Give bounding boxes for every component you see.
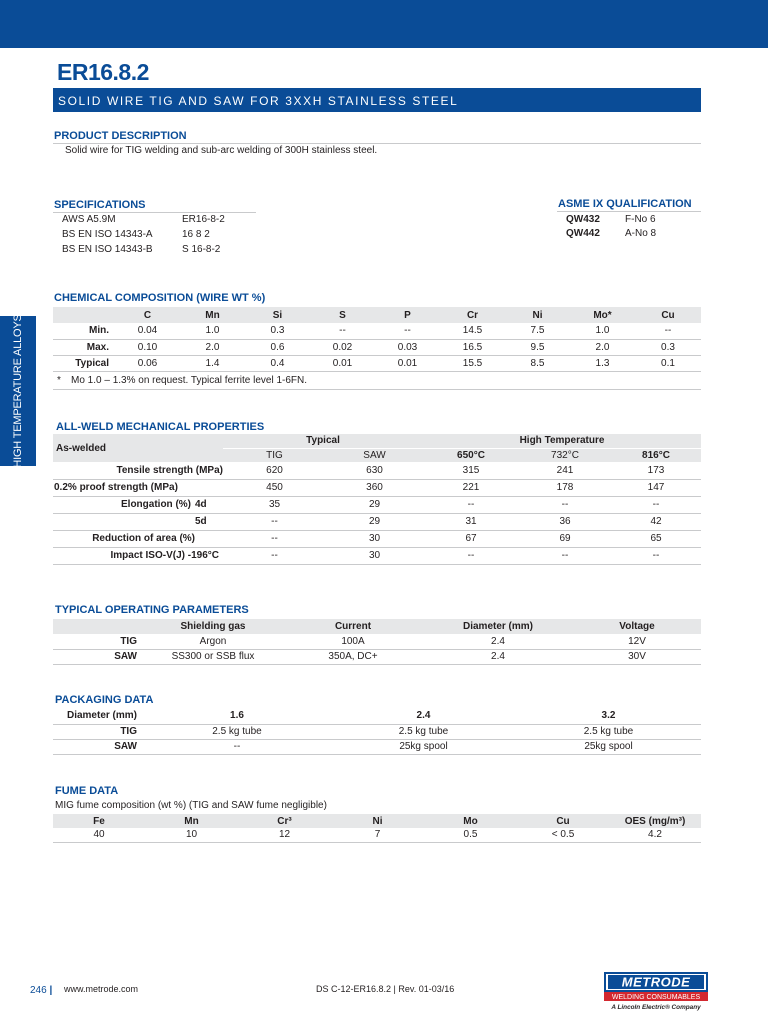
- cell: 0.02: [332, 341, 353, 353]
- mech-col-header: SAW: [326, 448, 423, 462]
- cell: 16.5: [462, 341, 483, 353]
- spec-value: S 16-8-2: [182, 244, 221, 255]
- cell: 30V: [628, 651, 646, 662]
- op-col-header: Diameter (mm): [423, 619, 573, 634]
- chem-footnote-mark: *: [57, 375, 61, 386]
- product-subtitle-bar: [53, 88, 701, 112]
- cell: 8.5: [530, 357, 545, 369]
- fume-heading: FUME DATA: [55, 785, 119, 797]
- cell: 0.01: [397, 357, 418, 369]
- cell: 315: [462, 464, 480, 476]
- cell: 0.10: [137, 341, 158, 353]
- asme-rule: [557, 211, 701, 212]
- table-row: [53, 462, 701, 479]
- chem-col-header: Mo*: [570, 307, 635, 323]
- cell: --: [652, 550, 660, 561]
- pack-col-header: 3.2: [601, 710, 616, 722]
- op-col-header: [53, 619, 143, 634]
- cell: 221: [462, 482, 480, 493]
- pack-col-header: 1.6: [230, 710, 244, 722]
- op-col-header: Voltage: [573, 619, 701, 634]
- mech-heading: ALL-WELD MECHANICAL PROPERTIES: [56, 421, 265, 433]
- table-row: [53, 530, 701, 547]
- chem-col-header: Ni: [505, 307, 570, 323]
- table-row: [53, 355, 701, 371]
- chem-footnote: Mo 1.0 – 1.3% on request. Typical ferrite level 1-6FN.: [71, 375, 308, 386]
- cell: 178: [556, 482, 574, 493]
- row-label: TIG: [120, 726, 137, 737]
- cell: 0.5: [463, 829, 478, 841]
- cell: 2.0: [205, 341, 220, 353]
- cell: --: [233, 741, 241, 752]
- fume-col-header: Mn: [145, 814, 238, 828]
- cell: 69: [559, 533, 571, 544]
- mech-table: [53, 434, 701, 565]
- mech-col-header: 732°C: [519, 448, 611, 462]
- cell: 25kg spool: [584, 741, 633, 752]
- chem-footnote-rule: [53, 389, 701, 390]
- op-col-header: Current: [283, 619, 423, 634]
- table-row: [53, 724, 701, 739]
- cell: 35: [268, 499, 281, 510]
- cell: --: [652, 499, 660, 510]
- cell: 0.6: [270, 341, 285, 353]
- cell: 36: [559, 516, 571, 527]
- table-row: [53, 513, 701, 530]
- cell: --: [339, 325, 346, 337]
- asme-value: F-No 6: [625, 214, 656, 225]
- cell: 2.5 kg tube: [398, 726, 449, 737]
- specifications-rule: [53, 212, 256, 213]
- fume-col-header: Cr³: [238, 814, 331, 828]
- fume-col-header: Cu: [517, 814, 609, 828]
- cell: 620: [266, 464, 283, 476]
- high-temp-group-header: High Temperature: [423, 434, 701, 448]
- side-tab-label: HIGH TEMPERATURE ALLOYS: [12, 314, 24, 468]
- cell: < 0.5: [551, 829, 575, 841]
- chem-col-header: Mn: [180, 307, 245, 323]
- cell: 67: [465, 533, 477, 544]
- cell: 2.4: [491, 635, 505, 647]
- spec-std: BS EN ISO 14343-B: [62, 244, 153, 255]
- operating-table: [53, 619, 701, 665]
- cell: 7: [374, 829, 381, 841]
- cell: 241: [556, 464, 574, 476]
- row-label: Elongation (%): [121, 499, 191, 510]
- table-row: [53, 739, 701, 754]
- cell: 0.1: [661, 357, 675, 369]
- cell: Argon: [199, 635, 227, 647]
- row-sublabel: 5d: [195, 516, 207, 527]
- cell: 0.06: [137, 357, 158, 369]
- row-label: SAW: [114, 651, 137, 662]
- operating-heading: TYPICAL OPERATING PARAMETERS: [55, 604, 249, 616]
- row-label: Impact ISO-V(J) -196°C: [110, 550, 219, 561]
- cell: 173: [647, 464, 665, 476]
- cell: --: [271, 550, 278, 561]
- fume-table: [53, 814, 701, 843]
- description-heading: PRODUCT DESCRIPTION: [54, 130, 187, 142]
- chem-col-header: P: [375, 307, 440, 323]
- cell: 1.0: [595, 325, 610, 337]
- row-label: SAW: [114, 741, 137, 752]
- cell: --: [561, 499, 569, 510]
- cell: 9.5: [530, 341, 545, 353]
- asme-code: QW442: [566, 228, 600, 239]
- cell: 31: [465, 516, 477, 527]
- chem-col-header: Si: [245, 307, 310, 323]
- typical-group-header: Typical: [223, 434, 423, 448]
- cell: --: [271, 516, 278, 527]
- cell: 630: [366, 464, 383, 476]
- table-row: [53, 828, 701, 842]
- logo-sub: A Lincoln Electric® Company: [611, 1004, 701, 1011]
- cell: 25kg spool: [399, 741, 448, 752]
- fume-col-header: Mo: [424, 814, 517, 828]
- row-label: Reduction of area (%): [92, 533, 195, 544]
- chem-col-header: Cu: [635, 307, 701, 323]
- cell: 147: [647, 482, 665, 493]
- cell: 2.0: [595, 341, 610, 353]
- as-welded-label: As-welded: [53, 434, 223, 462]
- metrode-logo: [603, 971, 709, 1011]
- top-banner: [0, 0, 768, 48]
- cell: 12V: [628, 635, 646, 647]
- cell: 0.03: [397, 341, 418, 353]
- asme-heading: ASME IX QUALIFICATION: [558, 198, 692, 210]
- description-text: Solid wire for TIG welding and sub-arc welding of 300H stainless steel.: [65, 145, 378, 156]
- cell: SS300 or SSB flux: [171, 651, 255, 662]
- cell: 4.2: [648, 829, 662, 841]
- chem-col-header: C: [115, 307, 180, 323]
- table-row: [53, 479, 701, 496]
- logo-brand: METRODE: [621, 974, 691, 990]
- table-row: [53, 496, 701, 513]
- cell: 1.0: [205, 325, 220, 337]
- chem-table: [53, 307, 701, 372]
- page-number: 246 |: [30, 985, 53, 996]
- logo-tagline: WELDING CONSUMABLES: [611, 994, 701, 1002]
- row-label: [53, 513, 193, 530]
- cell: 30: [368, 533, 381, 544]
- cell: 350A, DC+: [328, 651, 378, 662]
- cell: 360: [366, 482, 383, 493]
- table-row: [53, 649, 701, 664]
- fume-caption: MIG fume composition (wt %) (TIG and SAW fume negligible): [55, 800, 327, 811]
- cell: --: [404, 325, 411, 337]
- asme-value: A-No 8: [625, 228, 657, 239]
- op-col-header: Shielding gas: [143, 619, 283, 634]
- product-subtitle: SOLID WIRE TIG AND SAW FOR 3XXH STAINLESS STEEL: [58, 94, 459, 108]
- section-side-tab: [0, 316, 36, 466]
- cell: 0.04: [137, 325, 158, 337]
- cell: 2.4: [491, 651, 505, 662]
- cell: 29: [368, 516, 381, 527]
- pack-col-header: Diameter (mm): [66, 710, 137, 722]
- table-row: [53, 634, 701, 649]
- cell: --: [467, 499, 475, 510]
- footer-separator: |: [49, 985, 53, 996]
- cell: 7.5: [530, 325, 545, 337]
- row-label: Max.: [86, 341, 109, 353]
- fume-col-header: Fe: [53, 814, 145, 828]
- table-row: [53, 323, 701, 339]
- packaging-table: [53, 708, 701, 755]
- chem-col-header: S: [310, 307, 375, 323]
- cell: 65: [650, 533, 662, 544]
- row-label: 0.2% proof strength (MPa): [54, 482, 178, 493]
- cell: 42: [650, 516, 662, 527]
- fume-col-header: OES (mg/m³): [609, 814, 701, 828]
- spec-std: AWS A5.9M: [62, 214, 116, 225]
- row-sublabel: 4d: [195, 499, 207, 510]
- packaging-heading: PACKAGING DATA: [55, 694, 154, 706]
- cell: --: [561, 550, 569, 561]
- cell: --: [271, 533, 278, 544]
- cell: 30: [368, 550, 381, 561]
- cell: 2.5 kg tube: [583, 726, 634, 737]
- cell: 0.3: [270, 325, 285, 337]
- cell: --: [664, 325, 672, 337]
- cell: 10: [185, 829, 198, 841]
- website-link[interactable]: www.metrode.com: [64, 984, 139, 994]
- document-reference: DS C-12-ER16.8.2 | Rev. 01-03/16: [316, 984, 455, 994]
- cell: 0.4: [270, 357, 285, 369]
- specifications-heading: SPECIFICATIONS: [54, 199, 146, 211]
- cell: 12: [278, 829, 291, 841]
- cell: 1.3: [595, 357, 610, 369]
- chem-col-header: Cr: [440, 307, 505, 323]
- mech-col-header: 816°C: [611, 448, 701, 462]
- mech-col-header: TIG: [223, 448, 326, 462]
- row-label: Min.: [89, 325, 109, 337]
- table-row: [53, 547, 701, 564]
- cell: 14.5: [462, 325, 483, 337]
- row-label: Typical: [75, 357, 109, 369]
- description-rule: [53, 143, 701, 144]
- pack-col-header: 2.4: [416, 710, 431, 722]
- table-row: [53, 339, 701, 355]
- product-title: ER16.8.2: [57, 59, 149, 85]
- spec-value: 16 8 2: [182, 229, 210, 240]
- mech-col-header: 650°C: [423, 448, 519, 462]
- row-label: TIG: [120, 635, 137, 647]
- cell: 0.01: [332, 357, 353, 369]
- chem-heading: CHEMICAL COMPOSITION (WIRE WT %): [54, 292, 266, 304]
- cell: 1.4: [205, 357, 220, 369]
- spec-value: ER16-8-2: [182, 214, 225, 225]
- fume-col-header: Ni: [331, 814, 424, 828]
- cell: 0.3: [661, 341, 675, 353]
- spec-std: BS EN ISO 14343-A: [62, 229, 153, 240]
- cell: 450: [266, 482, 283, 493]
- row-label: Tensile strength (MPa): [116, 464, 223, 476]
- cell: 29: [368, 499, 381, 510]
- cell: 100A: [341, 635, 365, 647]
- cell: 2.5 kg tube: [212, 726, 262, 737]
- cell: --: [467, 550, 475, 561]
- cell: 40: [93, 829, 105, 841]
- asme-code: QW432: [566, 214, 600, 225]
- cell: 15.5: [462, 357, 483, 369]
